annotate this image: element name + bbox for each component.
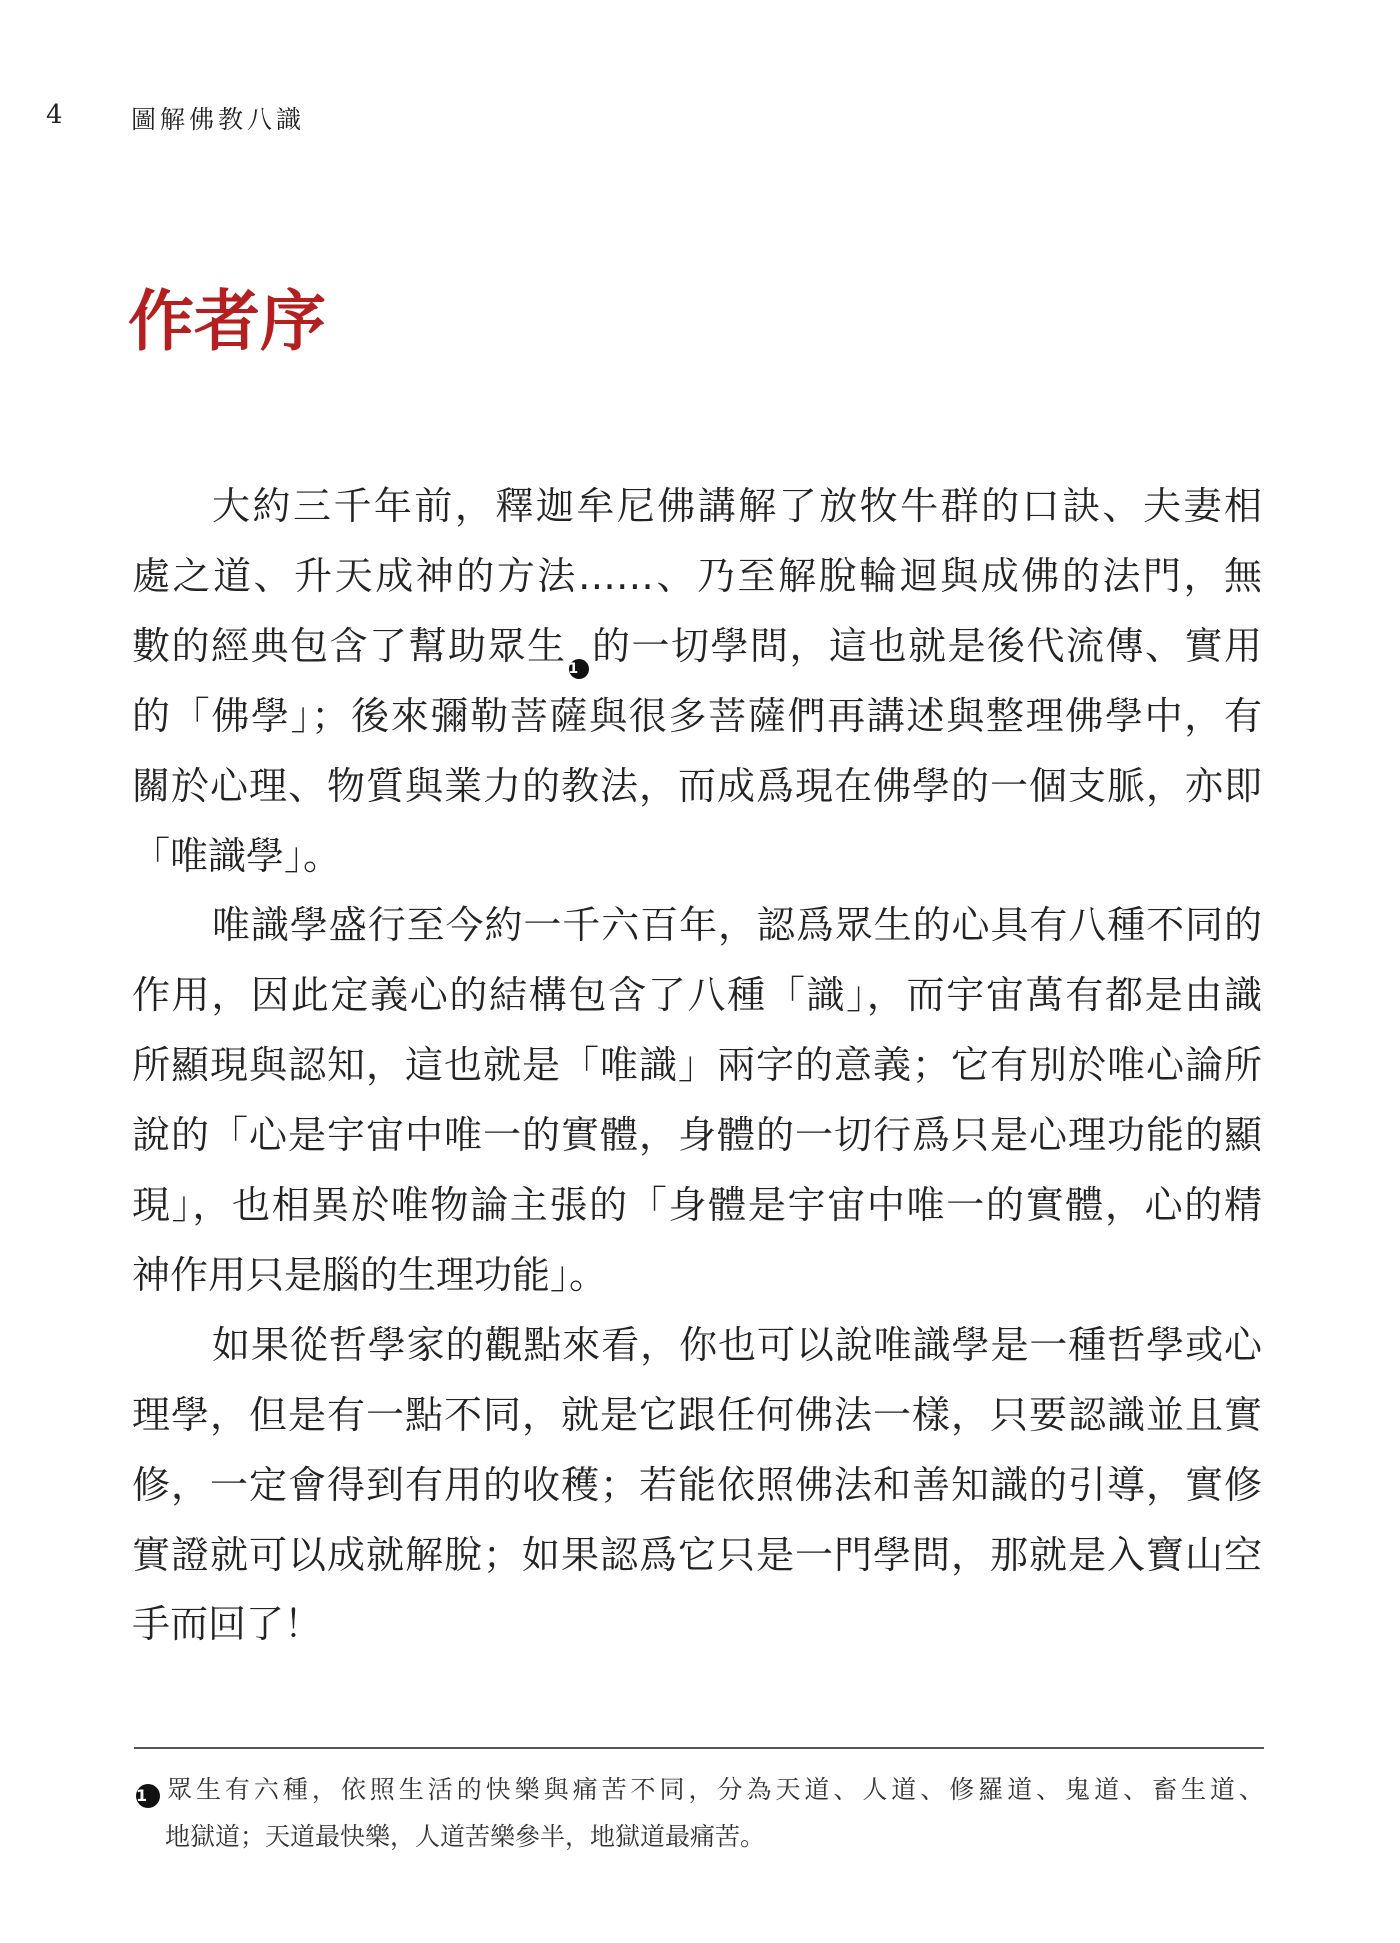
text-line [132,611,1262,681]
text-line: 神作用只是腦的生理功能」。 [132,1253,608,1297]
text-line: 修，一定會得到有用的收穫；若能依照佛法和善知識的引導，實修 [132,1463,1262,1507]
text-line: 的「佛學」；後來彌勒菩薩與很多菩薩們再講述與整理佛學中，有 [132,694,1262,738]
text-line: 作用，因此定義心的結構包含了八種「識」，而宇宙萬有都是由識 [132,973,1262,1017]
text-segment: 數的經典包含了幫助眾生 [132,624,567,668]
text-line: 實證就可以成就解脫；如果認爲它只是一門學問，那就是入寶山空 [132,1533,1262,1577]
text-line: 唯識學盛行至今約一千六百年，認爲眾生的心具有八種不同的 [212,903,1262,947]
text-line: 大約三千年前，釋迦牟尼佛講解了放牧牛群的口訣、夫妻相 [212,484,1262,528]
text-line: 關於心理、物質與業力的教法，而成爲現在佛學的一個支脈，亦即 [132,764,1262,808]
page-number: 4 [46,100,63,130]
text-segment: 的一切學問，這也就是後代流傳、實用 [590,624,1262,668]
section-title: 作者序 [128,282,326,360]
footnote-line [136,1768,1264,1812]
footnote-line: 地獄道；天道最快樂，人道苦樂參半，地獄道最痛苦。 [165,1822,766,1851]
footnote-divider [134,1747,1264,1749]
footnote-marker: 1 [136,1784,160,1808]
text-line: 處之道、升天成神的方法……、乃至解脫輪迴與成佛的法門，無 [132,554,1262,598]
footnote-text: 眾生有六種，依照生活的快樂與痛苦不同，分為天道、人道、修羅道、鬼道、畜生道、 [163,1775,1264,1804]
text-line: 說的「心是宇宙中唯一的實體，身體的一切行爲只是心理功能的顯 [132,1113,1262,1157]
footnote-reference-marker[interactable]: 1 [569,659,589,679]
text-line: 所顯現與認知，這也就是「唯識」兩字的意義；它有別於唯心論所 [132,1043,1262,1087]
text-line: 手而回了！ [132,1602,323,1646]
text-line: 如果從哲學家的觀點來看，你也可以說唯識學是一種哲學或心 [212,1323,1262,1367]
text-line: 理學，但是有一點不同，就是它跟任何佛法一樣，只要認識並且實 [132,1393,1262,1437]
text-line: 現」，也相異於唯物論主張的「身體是宇宙中唯一的實體，心的精 [132,1183,1262,1227]
running-head-title: 圖解佛教八識 [131,105,306,134]
text-line: 「唯識學」。 [132,834,342,878]
